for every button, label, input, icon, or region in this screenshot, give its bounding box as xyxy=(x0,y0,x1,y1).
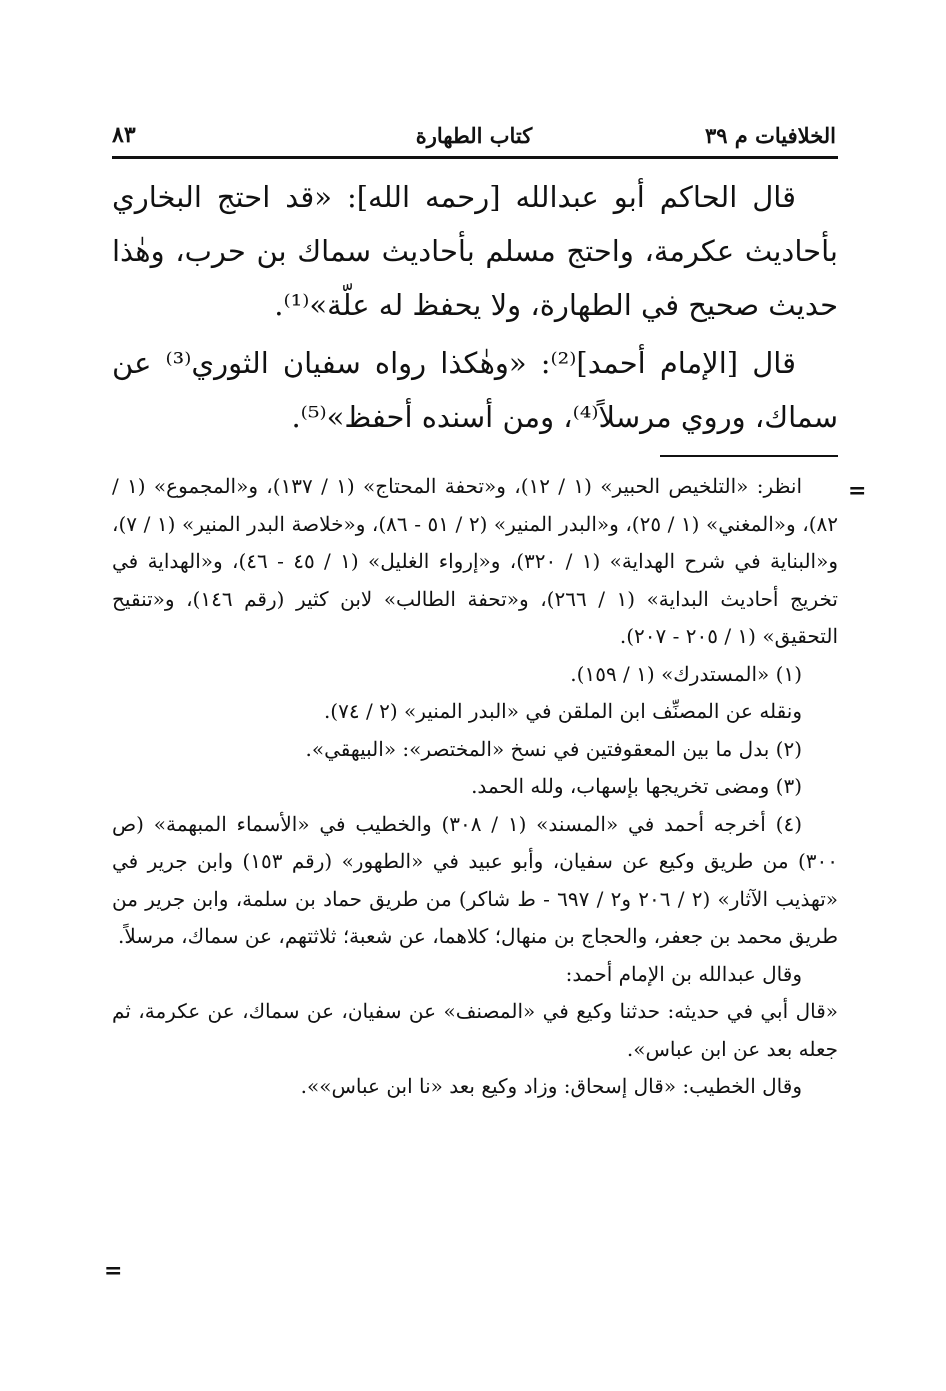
footnote-paragraph: انظر: «التلخيص الحبير» (١ / ١٢)، و«تحفة المحتاج» (١ / ١٣٧)، و«المجموع» (١ / ٨٢)، و«المغني» (١ / ٢٥)، و«البدر المنير» (٢ / ٥١ - ٨٦)، و«خلاصة البدر المنير» (١ / ٧)، و«البناية في شرح الهداية» (١ / ٣٢٠)، و«إرواء الغليل» (١ / ٤٥ - ٤٦)، و«الهداية في تخريج أحاديث البداية» (١ / ٢٦٦)، و«تحفة الطالب» لابن كثير (رقم ١٤٦)، و«تنقيح التحقيق» (١ / ٢٠٥ - ٢٠٧). xyxy=(112,474,838,648)
footnote-paragraph: (١) «المستدرك» (١ / ١٥٩). xyxy=(570,661,802,686)
footnote-paragraph: «قال أبي في حديثه: حدثنا وكيع في «المصنف» عن سفيان، عن سماك، عن عكرمة، ثم جعله بعد عن ابن عباس». xyxy=(112,999,838,1061)
footnote-paragraph: وقال عبدالله بن الإمام أحمد: xyxy=(565,961,802,986)
footnote-paragraph: ونقله عن المصنِّف ابن الملقن في «البدر المنير» (٢ / ٧٤). xyxy=(323,699,802,723)
footnote-separator xyxy=(660,455,838,457)
main-text xyxy=(112,170,838,448)
footnote-paragraph: (٢) بدل ما بين المعقوفتين في نسخ «المختصر»: «البيهقي». xyxy=(305,736,802,761)
footnote-paragraph: (٤) أخرجه أحمد في «المسند» (١ / ٣٠٨) والخطيب في «الأسماء المبهمة» (ص ٣٠٠) من طريق وكيع عن سفيان، وأبو عبيد في «الطهور» (رقم ١٥٣) وابن جرير في «تهذيب الآثار» (٢ / ٢٠٦ و٢ / ٦٩٧ - ط شاكر) من طريق حماد بن سلمة، وابن جرير من طريق محمد بن جعفر، والحجاج بن منهال؛ كلاهما، عن شعبة؛ ثلاثتهم، عن سماك، مرسلاً. xyxy=(112,811,838,948)
page-header xyxy=(112,112,836,152)
header-rule xyxy=(112,156,838,159)
continuation-mark-bottom: = xyxy=(104,1258,123,1284)
footnote-paragraph: وقال الخطيب: «قال إسحاق: وزاد وكيع بعد «نا ابن عباس»». xyxy=(300,1074,802,1098)
running-head-volume: الخلافيات م ٣٩ xyxy=(704,123,836,148)
main-paragraph: قال [الإمام أحمد]⁽²⁾: «وهٰكذا رواه سفيان الثوري⁽³⁾ عن سماك، وروي مرسلاً⁽⁴⁾، ومن أسنده أحفظ»⁽⁵⁾. xyxy=(112,346,838,434)
main-paragraph: قال الحاكم أبو عبدالله [رحمه الله]: «قد احتج البخاري بأحاديث عكرمة، واحتج مسلم بأحاديث سماك بن حرب، وهٰذا حديث صحيح في الطهارة، ولا يحفظ له علّة»⁽¹⁾. xyxy=(112,180,838,322)
footnotes xyxy=(112,468,838,1106)
running-head-chapter: كتاب الطهارة xyxy=(415,123,533,148)
page-number: ٨٣ xyxy=(112,122,136,148)
continuation-mark-top: = xyxy=(848,478,867,504)
footnote-paragraph: (٣) ومضى تخريجها بإسهاب، ولله الحمد. xyxy=(471,774,802,798)
